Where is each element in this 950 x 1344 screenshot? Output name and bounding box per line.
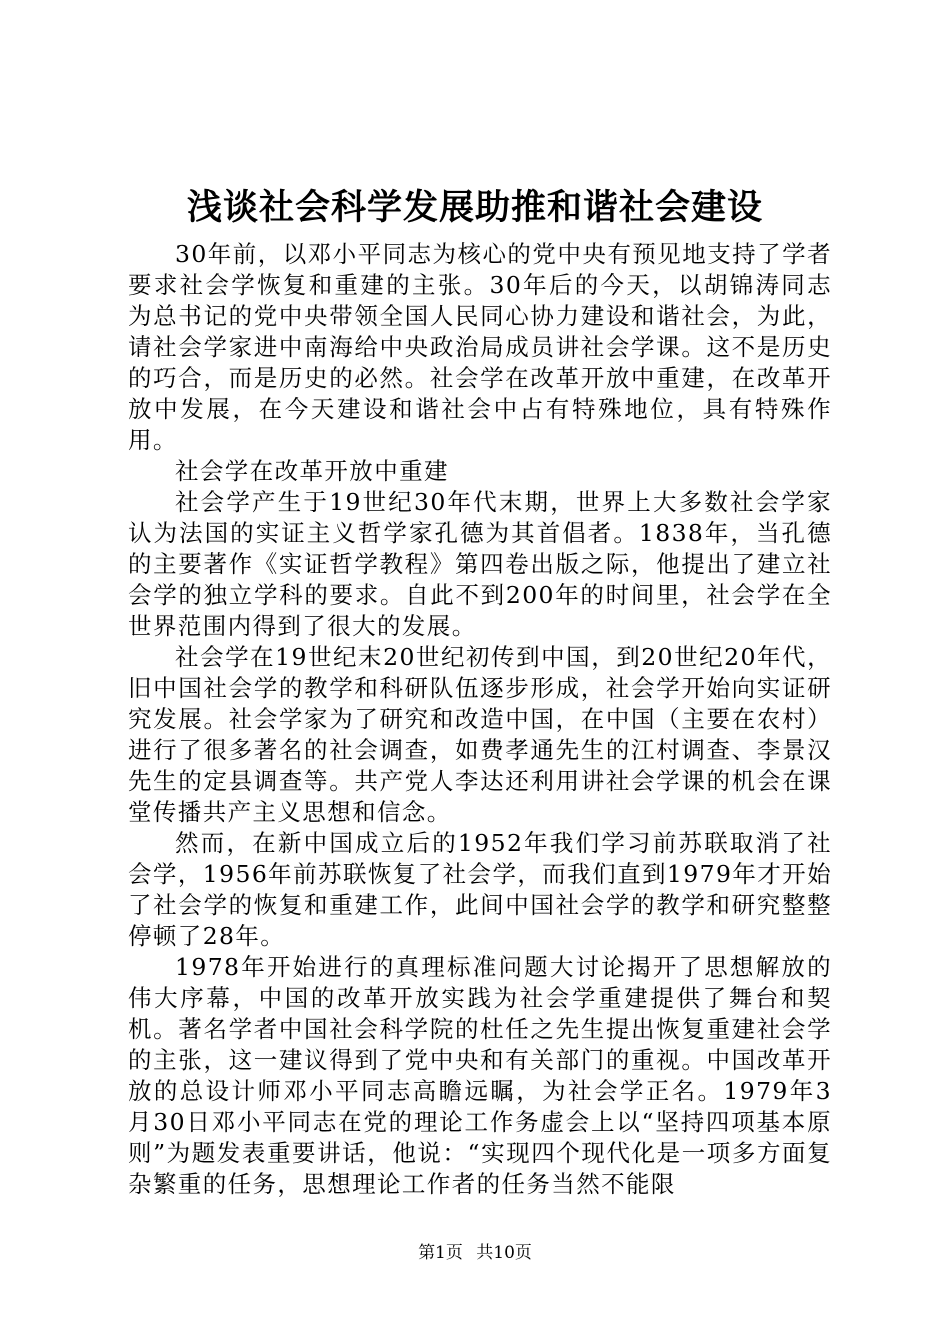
page-number: 第1页 <box>418 1243 463 1263</box>
section-heading: 社会学在改革开放中重建 <box>175 457 449 485</box>
paragraph-origin: 社会学产生于19世纪30年代末期，世界上大多数社会学家认为法国的实证主义哲学家孔德为其首倡者。1838年，当孔德的主要著作《实证哲学教程》第四卷出版之际，他提出了建立社会学的独立学科的要求。自此不到200年的时间里，社会学在全世界范围内得到了很大的发展。 <box>128 488 832 640</box>
paragraph-intro: 30年前，以邓小平同志为核心的党中央有预见地支持了学者要求社会学恢复和重建的主张。30年后的今天，以胡锦涛同志为总书记的党中央带领全国人民同心协力建设和谐社会，为此，请社会学家进中南海给中央政治局成员讲社会学课。这不是历史的巧合，而是历史的必然。社会学在改革开放中重建，在改革开放中发展，在今天建设和谐社会中占有特殊地位，具有特殊作用。 <box>128 240 832 454</box>
document-body <box>128 239 832 1200</box>
paragraph-china-intro: 社会学在19世纪末20世纪初传到中国，到20世纪20年代，旧中国社会学的教学和科研队伍逐步形成，社会学开始向实证研究发展。社会学家为了研究和改造中国，在中国（主要在农村）进行了很多著名的社会调查，如费孝通先生的江村调查、李景汉先生的定县调查等。共产党人李达还利用讲社会学课的机会在课堂传播共产主义思想和信念。 <box>128 643 832 826</box>
page-total: 共10页 <box>476 1243 532 1263</box>
page-footer <box>0 1242 950 1264</box>
document-title: 浅谈社会科学发展助推和谐社会建设 <box>186 188 763 228</box>
paragraph-suspension: 然而，在新中国成立后的1952年我们学习前苏联取消了社会学，1956年前苏联恢复了社会学，而我们直到1979年才开始了社会学的恢复和重建工作，此间中国社会学的教学和研究整整停顿了28年。 <box>128 829 832 950</box>
paragraph-reconstruction: 1978年开始进行的真理标准问题大讨论揭开了思想解放的伟大序幕，中国的改革开放实践为社会学重建提供了舞台和契机。著名学者中国社会科学院的杜任之先生提出恢复重建社会学的主张，这一建议得到了党中央和有关部门的重视。中国改革开放的总设计师邓小平同志高瞻远瞩，为社会学正名。1979年3月30日邓小平同志在党的理论工作务虚会上以“坚持四项基本原则”为题发表重要讲话，他说：“实现四个现代化是一项多方面复杂繁重的任务，思想理论工作者的任务当然不能限 <box>128 953 832 1198</box>
